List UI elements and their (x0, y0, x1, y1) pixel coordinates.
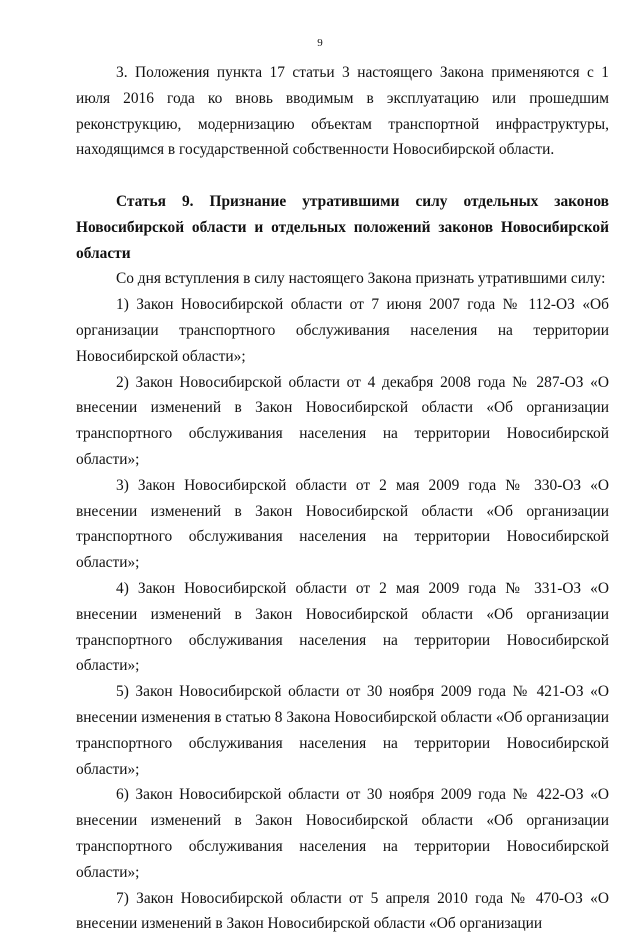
list-item-7: 7) Закон Новосибирской области от 5 апреля 2010 года № 470-ОЗ «О внесении изменений в Закон Новосибирской области «Об организации (76, 886, 609, 937)
paragraph-point-3: 3. Положения пункта 17 статьи 3 настоящего Закона применяются с 1 июля 2016 года ко вновь вводимым в эксплуатацию или прошедшим реконструкцию, модернизацию объектам транспортной инфраструктуры, находящимся в государственной собственности Новосибирской области. (76, 60, 609, 163)
list-item-2: 2) Закон Новосибирской области от 4 декабря 2008 года № 287-ОЗ «О внесении изменений в Закон Новосибирской области «Об организации транспортного обслуживания населения на территории Новосибирской области»; (76, 370, 609, 473)
list-item-4: 4) Закон Новосибирской области от 2 мая 2009 года № 331-ОЗ «О внесении изменений в Закон Новосибирской области «Об организации транспортного обслуживания населения на территории Новосибирской области»; (76, 576, 609, 679)
list-item-3: 3) Закон Новосибирской области от 2 мая 2009 года № 330-ОЗ «О внесении изменений в Закон Новосибирской области «Об организации транспортного обслуживания населения на территории Новосибирской области»; (76, 473, 609, 576)
document-body (76, 60, 609, 937)
page-number: 9 (0, 36, 640, 50)
article-9-heading: Статья 9. Признание утратившими силу отдельных законов Новосибирской области и отдельных положений законов Новосибирской области (76, 189, 609, 266)
article-9-intro: Со дня вступления в силу настоящего Закона признать утратившими силу: (76, 266, 609, 292)
list-item-5: 5) Закон Новосибирской области от 30 ноября 2009 года № 421-ОЗ «О внесении изменения в статью 8 Закона Новосибирской области «Об организации транспортного обслуживания населения на территории Новосибирской области»; (76, 679, 609, 782)
list-item-1: 1) Закон Новосибирской области от 7 июня 2007 года № 112-ОЗ «Об организации транспортного обслуживания населения на территории Новосибирской области»; (76, 292, 609, 369)
list-item-6: 6) Закон Новосибирской области от 30 ноября 2009 года № 422-ОЗ «О внесении изменений в Закон Новосибирской области «Об организации транспортного обслуживания населения на территории Новосибирской области»; (76, 782, 609, 885)
